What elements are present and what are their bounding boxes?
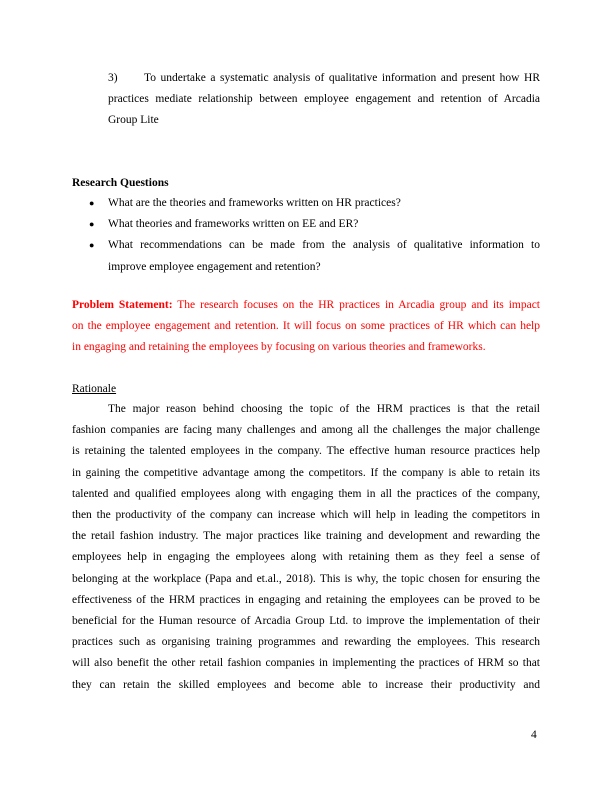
objective-number: 3)	[108, 72, 118, 84]
rationale-line: will also benefit the other retail fashion companies in implementing the practices of HRM so that	[72, 657, 540, 670]
problem-line: on the employee engagement and retention. It will focus on some practices of HR which can help	[72, 320, 540, 333]
rationale-line: talented and qualified employees along with engaging them in all the practices of the company,	[72, 487, 540, 500]
rationale-line: practices such as organising training programmes and rewarding the employees. This research	[72, 636, 540, 649]
problem-statement	[72, 295, 540, 359]
research-questions-list	[72, 193, 540, 278]
rationale-line: beneficial for the Human resource of Arcadia Group Ltd. to improve the implementation of their	[72, 615, 540, 628]
rationale-line: they can retain the skilled employees and become able to increase their productivity and	[72, 678, 540, 691]
list-item: ● What theories and frameworks written on EE and ER?	[72, 214, 540, 235]
rationale-line: the retail fashion industry. The major practices like training and development and rewarding the	[72, 530, 540, 543]
rationale-heading: Rationale	[72, 383, 117, 395]
rationale-paragraph	[72, 399, 540, 696]
objective-item-3	[108, 68, 540, 132]
objective-line: practices mediate relationship between employee engagement and retention of Arcadia	[108, 93, 540, 106]
rationale-line: is retaining the talented employees in the company. The effective human resource practices help	[72, 445, 540, 458]
rationale-line: in gaining the competitive advantage among the competitors. If the company is able to retain its	[72, 466, 540, 479]
rationale-line: employees help in engaging the employees along with retaining them as they feel a sense of	[72, 551, 540, 564]
list-item: ● What recommendations can be made from the analysis of qualitative information to improve employee engagement and retention?	[72, 235, 540, 277]
rationale-line: fashion companies are facing many challenges and among all the challenges the major challenge	[72, 424, 540, 437]
objective-line: Group Lite	[108, 114, 159, 127]
bullet-icon: ●	[89, 198, 95, 208]
page-number: 4	[531, 729, 537, 741]
problem-line: Problem Statement: The research focuses on the HR practices in Arcadia group and its impact	[72, 299, 540, 311]
bullet-icon: ●	[89, 240, 95, 251]
bullet-icon: ●	[89, 219, 95, 230]
list-item: ● What are the theories and frameworks written on HR practices?	[72, 193, 540, 214]
research-questions-heading: Research Questions	[72, 177, 169, 189]
rationale-line: then the productivity of the company can increase which will help in leading the competitors in	[72, 509, 540, 522]
rationale-line: belonging at the workplace (Papa and et.al., 2018). This is why, the topic chosen for ensuring the	[72, 572, 540, 585]
problem-statement-label: Problem Statement:	[72, 299, 173, 311]
objective-line: 3) To undertake a systematic analysis of qualitative information and present how HR	[108, 68, 540, 89]
rationale-line: effectiveness of the HRM practices in engaging and retaining the employees can be proved to be	[72, 593, 540, 606]
rationale-line: The major reason behind choosing the topic of the HRM practices is that the retail	[108, 403, 540, 415]
problem-line: in engaging and retaining the employees by focusing on various theories and frameworks.	[72, 341, 486, 354]
